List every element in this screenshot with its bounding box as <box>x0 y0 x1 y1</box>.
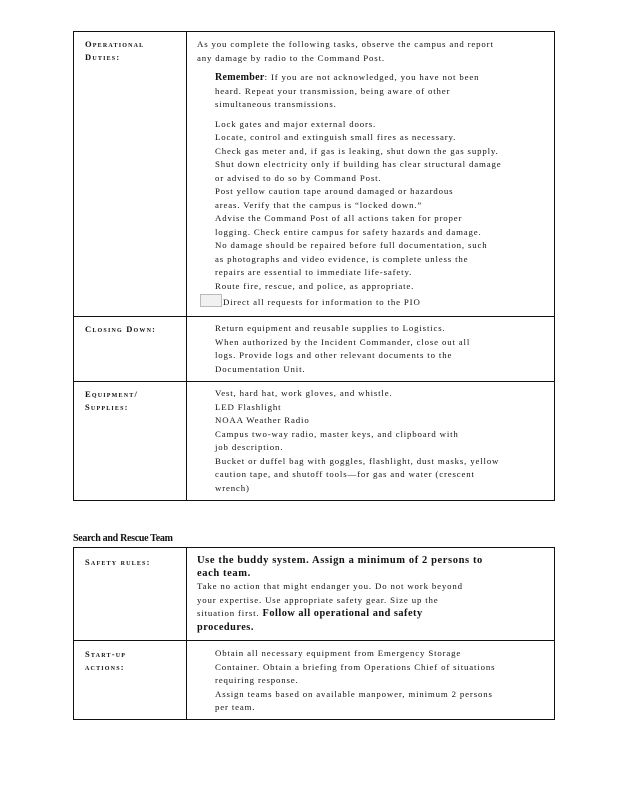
closing-line: Documentation Unit. <box>215 363 306 374</box>
duties-table <box>73 31 555 501</box>
operational-duties-label-2: Duties: <box>85 52 121 62</box>
buddy-rule <box>197 554 546 580</box>
equipment-line: Campus two-way radio, master keys, and clipboard with <box>215 428 459 439</box>
pio-text: Direct all requests for information to the PIO <box>223 297 421 307</box>
task-line: Lock gates and major external doors. <box>215 118 377 129</box>
safety-line: your expertise. Use appropriate safety gear. Size up the <box>197 594 439 605</box>
task-line: or advised to do so by Command Post. <box>215 172 382 183</box>
equipment-label-2: Supplies: <box>85 402 129 412</box>
operational-duties-label: Operational <box>85 39 145 49</box>
task-line: No damage should be repaired before full documentation, such <box>215 240 488 250</box>
task-line: Check gas meter and, if gas is leaking, shut down the gas supply. <box>215 145 499 156</box>
closing-line: Return equipment and reusable supplies to Logistics. <box>215 323 446 333</box>
startup-label-cell <box>74 641 187 720</box>
startup-line: per team. <box>215 702 256 712</box>
buddy-rule-line: Use the buddy system. Assign a minimum of 2 persons to <box>197 555 483 566</box>
closing-line: logs. Provide logs and other relevant documents to the <box>215 350 453 360</box>
safety-bold: Follow all operational and safety <box>262 608 423 619</box>
closing-line: When authorized by the Incident Commander, close out all <box>215 336 471 347</box>
task-line: logging. Check entire campus for safety hazards and damage. <box>215 226 482 237</box>
task-line: Post yellow caution tape around damaged or hazardous <box>215 186 454 196</box>
remember-line: heard. Repeat your transmission, being aware of other <box>215 85 451 96</box>
remember-text: : If you are not acknowledged, you have not been <box>264 72 480 82</box>
equipment-supplies-row <box>74 382 555 501</box>
section-heading: Search and Rescue Team <box>73 533 173 544</box>
equipment-line: LED Flashlight <box>215 401 282 412</box>
equipment-line: caution tape, and shutoff tools—for gas and water (crescent <box>215 469 475 479</box>
operational-duties-content <box>187 32 555 317</box>
intro-line: any damage by radio to the Command Post. <box>197 52 385 63</box>
search-rescue-table <box>73 547 555 720</box>
safety-rules-content <box>187 548 555 641</box>
safety-rules-label-cell <box>74 548 187 641</box>
closing-down-label: Closing Down: <box>85 324 157 334</box>
closing-down-label-cell <box>74 317 187 382</box>
equipment-line: wrench) <box>215 482 250 493</box>
operational-duties-row <box>74 32 555 317</box>
equipment-line: NOAA Weather Radio <box>215 415 310 425</box>
form-field-box[interactable] <box>200 294 222 307</box>
task-line: Locate, control and extinguish small fires as necessary. <box>215 132 457 142</box>
remember-line <box>215 71 554 85</box>
equipment-label: Equipment/ <box>85 389 139 399</box>
task-line: areas. Verify that the campus is “locked down.” <box>215 199 423 210</box>
safety-line: Take no action that might endanger you. Do not work beyond <box>197 581 463 591</box>
remember-label: Remember <box>215 72 265 83</box>
remember-line: simultaneous transmissions. <box>215 99 337 109</box>
startup-content <box>187 641 555 720</box>
safety-line-mixed <box>197 607 546 621</box>
equipment-content <box>187 382 555 501</box>
equipment-label-cell <box>74 382 187 501</box>
operational-duties-label-cell <box>74 32 187 317</box>
safety-plain: situation first. <box>197 608 263 618</box>
equipment-line: job description. <box>215 442 284 452</box>
startup-label: Start-up <box>85 649 127 659</box>
closing-down-content <box>187 317 555 382</box>
startup-line: Assign teams based on available manpower, minimum 2 persons <box>215 688 493 699</box>
task-line: repairs are essential to immediate life-safety. <box>215 267 413 277</box>
safety-rules-label: Safety rules: <box>85 557 151 567</box>
startup-line: requiring response. <box>215 675 299 685</box>
safety-rules-row <box>74 548 555 641</box>
task-line: Route fire, rescue, and police, as appropriate. <box>215 280 415 291</box>
intro-line: As you complete the following tasks, observe the campus and report <box>197 39 494 49</box>
startup-line: Obtain all necessary equipment from Emergency Storage <box>215 648 462 658</box>
equipment-line: Bucket or duffel bag with goggles, flashlight, dust masks, yellow <box>215 455 500 466</box>
startup-line: Container. Obtain a briefing from Operations Chief of situations <box>215 661 496 672</box>
startup-actions-row <box>74 641 555 720</box>
equipment-line: Vest, hard hat, work gloves, and whistle. <box>215 388 393 398</box>
pio-line <box>187 294 554 310</box>
startup-label-2: actions: <box>85 662 125 672</box>
task-line: Advise the Command Post of all actions taken for proper <box>215 213 463 223</box>
safety-final: procedures. <box>197 621 254 633</box>
task-line: as photographs and video evidence, is complete unless the <box>215 253 469 264</box>
buddy-rule-line: each team. <box>197 568 251 579</box>
task-line: Shut down electricity only if building has clear structural damage <box>215 159 502 169</box>
closing-down-row <box>74 317 555 382</box>
